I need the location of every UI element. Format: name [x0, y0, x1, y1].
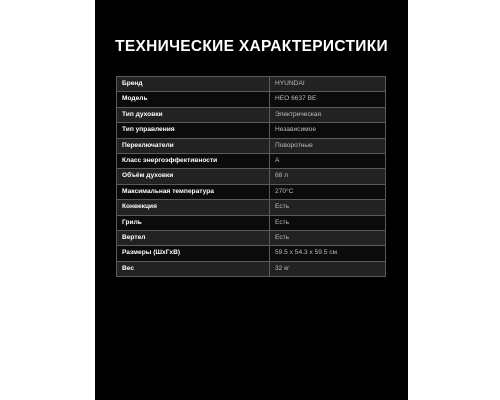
spec-value: HEO 6637 BE [270, 92, 386, 107]
table-row [117, 261, 386, 276]
table-row [117, 138, 386, 153]
spec-value: A [270, 154, 386, 169]
table-row [117, 154, 386, 169]
spec-table [116, 76, 386, 277]
spec-value: 68 л [270, 169, 386, 184]
table-row [117, 246, 386, 261]
table-row [117, 92, 386, 107]
table-row [117, 215, 386, 230]
spec-label: Тип духовки [117, 107, 270, 122]
spec-value: Поворотные [270, 138, 386, 153]
spec-value: 59.5 x 54.3 x 59.5 см [270, 246, 386, 261]
spec-value: 32 кг [270, 261, 386, 276]
table-row [117, 200, 386, 215]
spec-label: Размеры (ШхГхВ) [117, 246, 270, 261]
table-row [117, 184, 386, 199]
spec-label: Класс энергоэффективности [117, 154, 270, 169]
spec-label: Конвекция [117, 200, 270, 215]
table-row [117, 231, 386, 246]
spec-label: Вес [117, 261, 270, 276]
spec-value: Электрическая [270, 107, 386, 122]
spec-value: Есть [270, 200, 386, 215]
spec-label: Гриль [117, 215, 270, 230]
table-row [117, 169, 386, 184]
spec-value: HYUNDAI [270, 77, 386, 92]
page-title: ТЕХНИЧЕСКИЕ ХАРАКТЕРИСТИКИ [115, 38, 388, 55]
spec-label: Тип управления [117, 123, 270, 138]
table-row [117, 123, 386, 138]
spec-value: Есть [270, 231, 386, 246]
spec-table-body [117, 77, 386, 277]
spec-sheet-panel [95, 0, 408, 400]
table-row [117, 77, 386, 92]
spec-value: 270°C [270, 184, 386, 199]
spec-value: Независимое [270, 123, 386, 138]
spec-label: Модель [117, 92, 270, 107]
spec-label: Вертел [117, 231, 270, 246]
spec-label: Максимальная температура [117, 184, 270, 199]
spec-label: Бренд [117, 77, 270, 92]
spec-label: Переключатели [117, 138, 270, 153]
table-row [117, 107, 386, 122]
spec-label: Объём духовки [117, 169, 270, 184]
spec-value: Есть [270, 215, 386, 230]
